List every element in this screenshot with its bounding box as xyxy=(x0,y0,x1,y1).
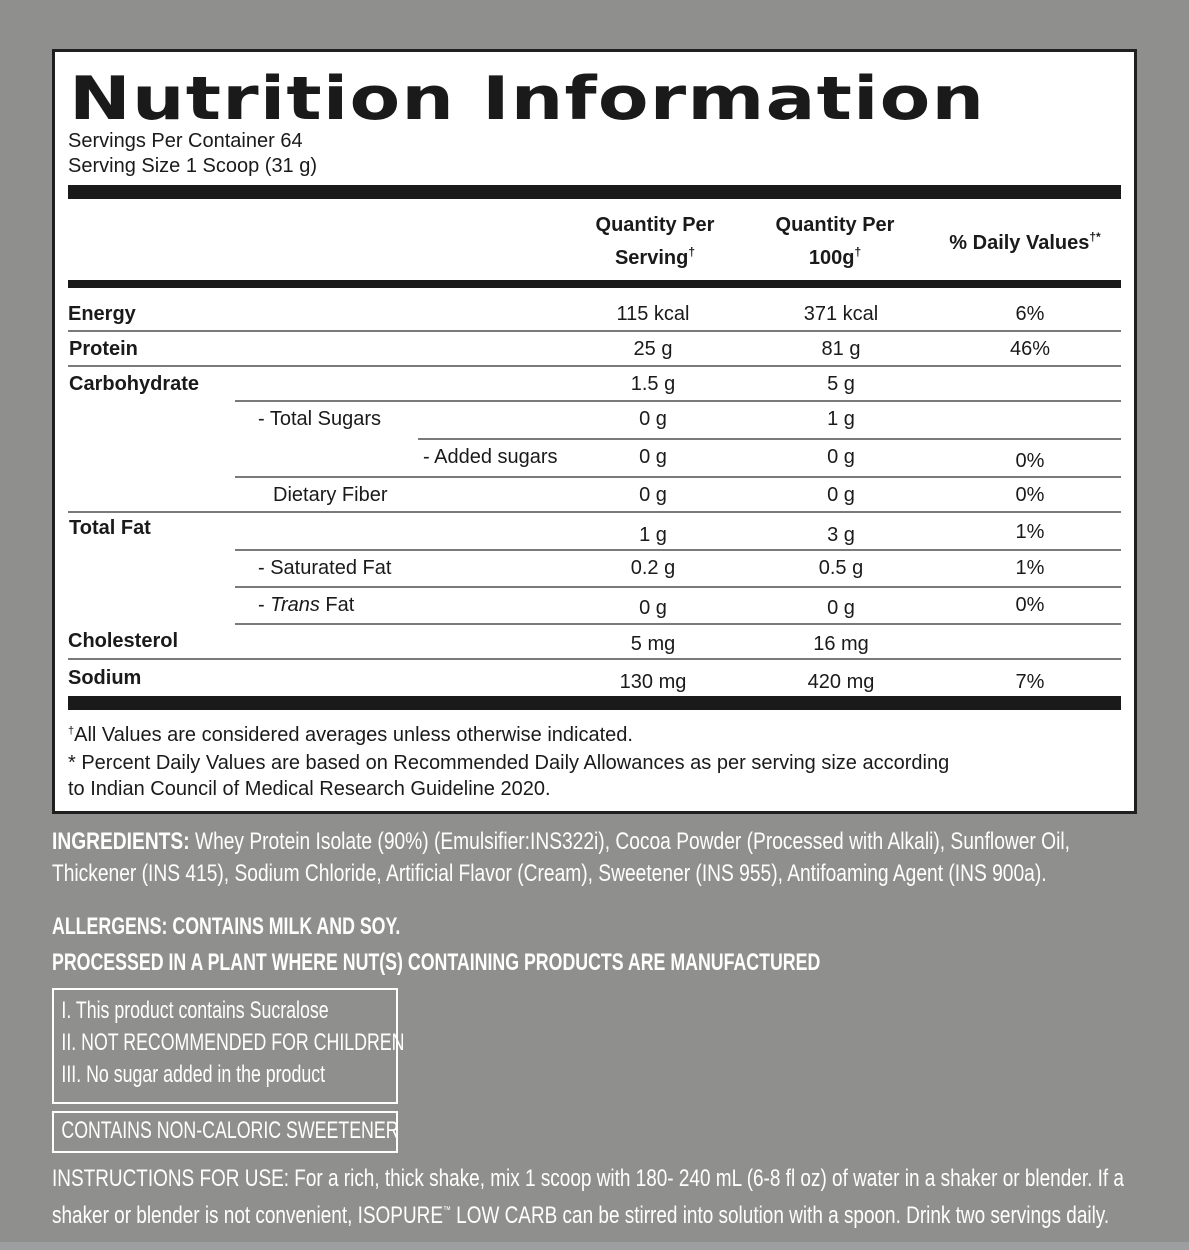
footnote-rda-line1: * Percent Daily Values are based on Recommended Daily Allowances as per serving size according xyxy=(68,752,950,774)
table-row-saturated-fat: - Saturated Fat 0.2 g 0.5 g 1% xyxy=(258,557,1045,579)
column-header-daily-values: % Daily Values†* xyxy=(949,230,1101,254)
table-row-total-sugars: - Total Sugars 0 g 1 g xyxy=(258,408,855,430)
processing-statement: PROCESSED IN A PLANT WHERE NUT(S) CONTAINING PRODUCTS ARE MANUFACTURED xyxy=(52,949,821,976)
table-row-trans-fat: - Trans Fat 0 g 0 g 0% xyxy=(258,594,1045,619)
row-rule xyxy=(235,400,1121,402)
column-header-per-serving: Quantity Per Serving† xyxy=(595,214,715,269)
table-row-dietary-fiber: Dietary Fiber 0 g 0 g 0% xyxy=(273,484,1045,506)
row-rule xyxy=(68,330,1121,332)
footnote-rda-line2: to Indian Council of Medical Research Guideline 2020. xyxy=(68,778,551,800)
allergens-statement: ALLERGENS: CONTAINS MILK AND SOY. xyxy=(52,913,401,940)
servings-per-container: Servings Per Container 64 xyxy=(68,130,303,152)
table-row-cholesterol: Cholesterol 5 mg 16 mg xyxy=(68,630,869,655)
column-header-per-100g: Quantity Per 100g† xyxy=(775,214,895,269)
table-row-energy: Energy 115 kcal 371 kcal 6% xyxy=(68,303,1045,325)
nutrition-panel xyxy=(52,49,1137,814)
advisory-note: II. NOT RECOMMENDED FOR CHILDREN xyxy=(61,1029,405,1056)
sweetener-box xyxy=(52,1111,398,1153)
row-rule xyxy=(68,365,1121,367)
table-row-sodium: Sodium 130 mg 420 mg 7% xyxy=(68,667,1045,693)
bottom-edge xyxy=(0,1242,1189,1250)
advisory-note: III. No sugar added in the product xyxy=(61,1061,326,1088)
ingredients-text: INGREDIENTS: Whey Protein Isolate (90%) (Emulsifier:INS322i), Cocoa Powder (Processed with Alkali), Sunflower Oil, Thickener (INS 415), Sodium Chloride, Artificial Flavor (Cream), Sweetener (INS 955), Antifoaming Agent (INS 900a). xyxy=(52,828,1070,887)
advisory-note: I. This product contains Sucralose xyxy=(61,997,329,1024)
advisory-notes-box xyxy=(52,988,405,1104)
row-rule xyxy=(235,476,1121,478)
serving-size: Serving Size 1 Scoop (31 g) xyxy=(68,155,318,177)
row-rule xyxy=(235,549,1121,551)
table-row-added-sugars: - Added sugars 0 g 0 g 0% xyxy=(423,446,1045,472)
row-rule xyxy=(68,511,1121,513)
row-rule xyxy=(235,623,1121,625)
divider-thick xyxy=(68,696,1121,710)
table-row-protein: Protein 25 g 81 g 46% xyxy=(69,338,1051,360)
row-rule xyxy=(68,658,1121,660)
instructions-text: INSTRUCTIONS FOR USE: For a rich, thick shake, mix 1 scoop with 180- 240 mL (6-8 fl oz) of water in a shaker or blender. If a shaker or blender is not convenient, ISOPURE™ LOW CARB can be stirred into solution with a spoon. Drink two servings daily. xyxy=(52,1165,1124,1229)
sweetener-statement: CONTAINS NON-CALORIC SWEETENER xyxy=(61,1117,399,1144)
table-row-carbohydrate: Carbohydrate 1.5 g 5 g xyxy=(69,373,855,395)
divider-thick xyxy=(68,185,1121,199)
row-rule xyxy=(418,438,1121,440)
divider-medium xyxy=(68,280,1121,288)
footnote-averages: †All Values are considered averages unless otherwise indicated. xyxy=(68,724,633,746)
ingredients-heading: INGREDIENTS: xyxy=(52,828,190,855)
table-row-total-fat: Total Fat 1 g 3 g 1% xyxy=(69,517,1045,546)
row-rule xyxy=(235,586,1121,588)
panel-title: Nutrition Information xyxy=(69,64,986,134)
